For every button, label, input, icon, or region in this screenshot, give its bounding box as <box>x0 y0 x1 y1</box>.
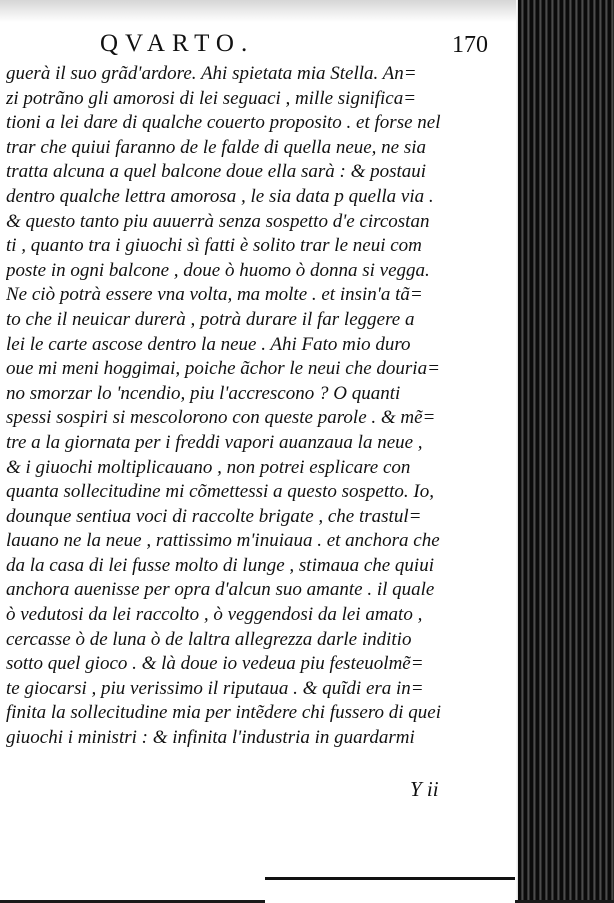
text-line: & i giuochi moltiplicauano , non potrei esplicare con <box>6 456 411 478</box>
text-line: lei le carte ascose dentro la neue . Ahi Fato mio duro <box>6 333 411 355</box>
page-top-shadow <box>0 0 522 22</box>
catchword: Y ii <box>410 777 439 801</box>
text-line: poste in ogni balcone , doue ò huomo ò donna si vegga. <box>6 259 430 281</box>
text-line: guerà il suo grãd'ardore. Ahi spietata mia Stella. An= <box>6 63 417 84</box>
text-line: tratta alcuna a quel balcone doue ella sarà : & postaui <box>6 161 427 183</box>
text-line: lauano ne la neue , rattissimo m'inuiaua . et anchora che <box>6 530 440 552</box>
body-text <box>6 62 514 751</box>
page-bottom-edge <box>0 877 268 900</box>
page-fold-edge <box>265 877 515 903</box>
text-line: te giocarsi , piu verissimo il riputaua . & quĩdi era in= <box>6 677 424 699</box>
text-line: oue mi meni hoggimai, poiche ãchor le neui che douria= <box>6 358 440 380</box>
text-line: ò vedutosi da lei raccolto , ò veggendosi da lei amato , <box>6 604 423 626</box>
text-line: trar che quiui faranno de le falde di quella neue, ne sia <box>6 136 427 158</box>
page-header <box>0 30 522 64</box>
text-line: sotto quel gioco . & là doue io vedeua piu festeuolmẽ= <box>6 653 424 675</box>
text-line: zi potrãno gli amorosi di lei seguaci , mille significa= <box>6 87 417 109</box>
text-line: no smorzar lo 'ncendio, piu l'accrescono ? O quanti <box>6 382 401 404</box>
text-line: to che il neuicar durerà , potrà durare il far leggere a <box>6 308 415 330</box>
text-line: da la casa di lei fusse molto di lunge , stimaua che quiui <box>6 554 434 576</box>
running-head: QVARTO. <box>100 30 255 57</box>
text-line: giuochi i ministri : & infinita l'industria in guardarmi <box>6 727 415 749</box>
text-line: tre a la giornata per i freddi vapori auanzaua la neue , <box>6 431 423 453</box>
text-line: anchora auenisse per opra d'alcun suo amante . il quale <box>6 579 435 601</box>
text-line: dounque sentiua voci di raccolte brigate , che trastul= <box>6 505 422 527</box>
text-line: & questo tanto piu auuerrà senza sospetto d'e circostan <box>6 210 430 232</box>
text-line: quanta sollecitudine mi cõmettessi a questo sospetto. Io, <box>6 481 434 503</box>
text-line: spessi sospiri si mescolorono con queste parole . & mẽ= <box>6 407 436 429</box>
text-line: ti , quanto tra i giuochi sì fatti è solito trar le neui com <box>6 235 422 257</box>
text-line: Ne ciò potrà essere vna volta, ma molte . et insin'a tã= <box>6 284 423 306</box>
text-line: dentro qualche lettra amorosa , le sia data p quella via . <box>6 185 434 207</box>
text-line: tioni a lei dare di qualche couerto proposito . et forse nel <box>6 112 441 134</box>
page-number: 170 <box>452 32 488 58</box>
book-fore-edge <box>518 0 614 900</box>
text-line: finita la sollecitudine mia per intẽdere chi fussero di quei <box>6 702 441 724</box>
text-line: cercasse ò de luna ò de laltra allegrezza darle inditio <box>6 628 412 650</box>
